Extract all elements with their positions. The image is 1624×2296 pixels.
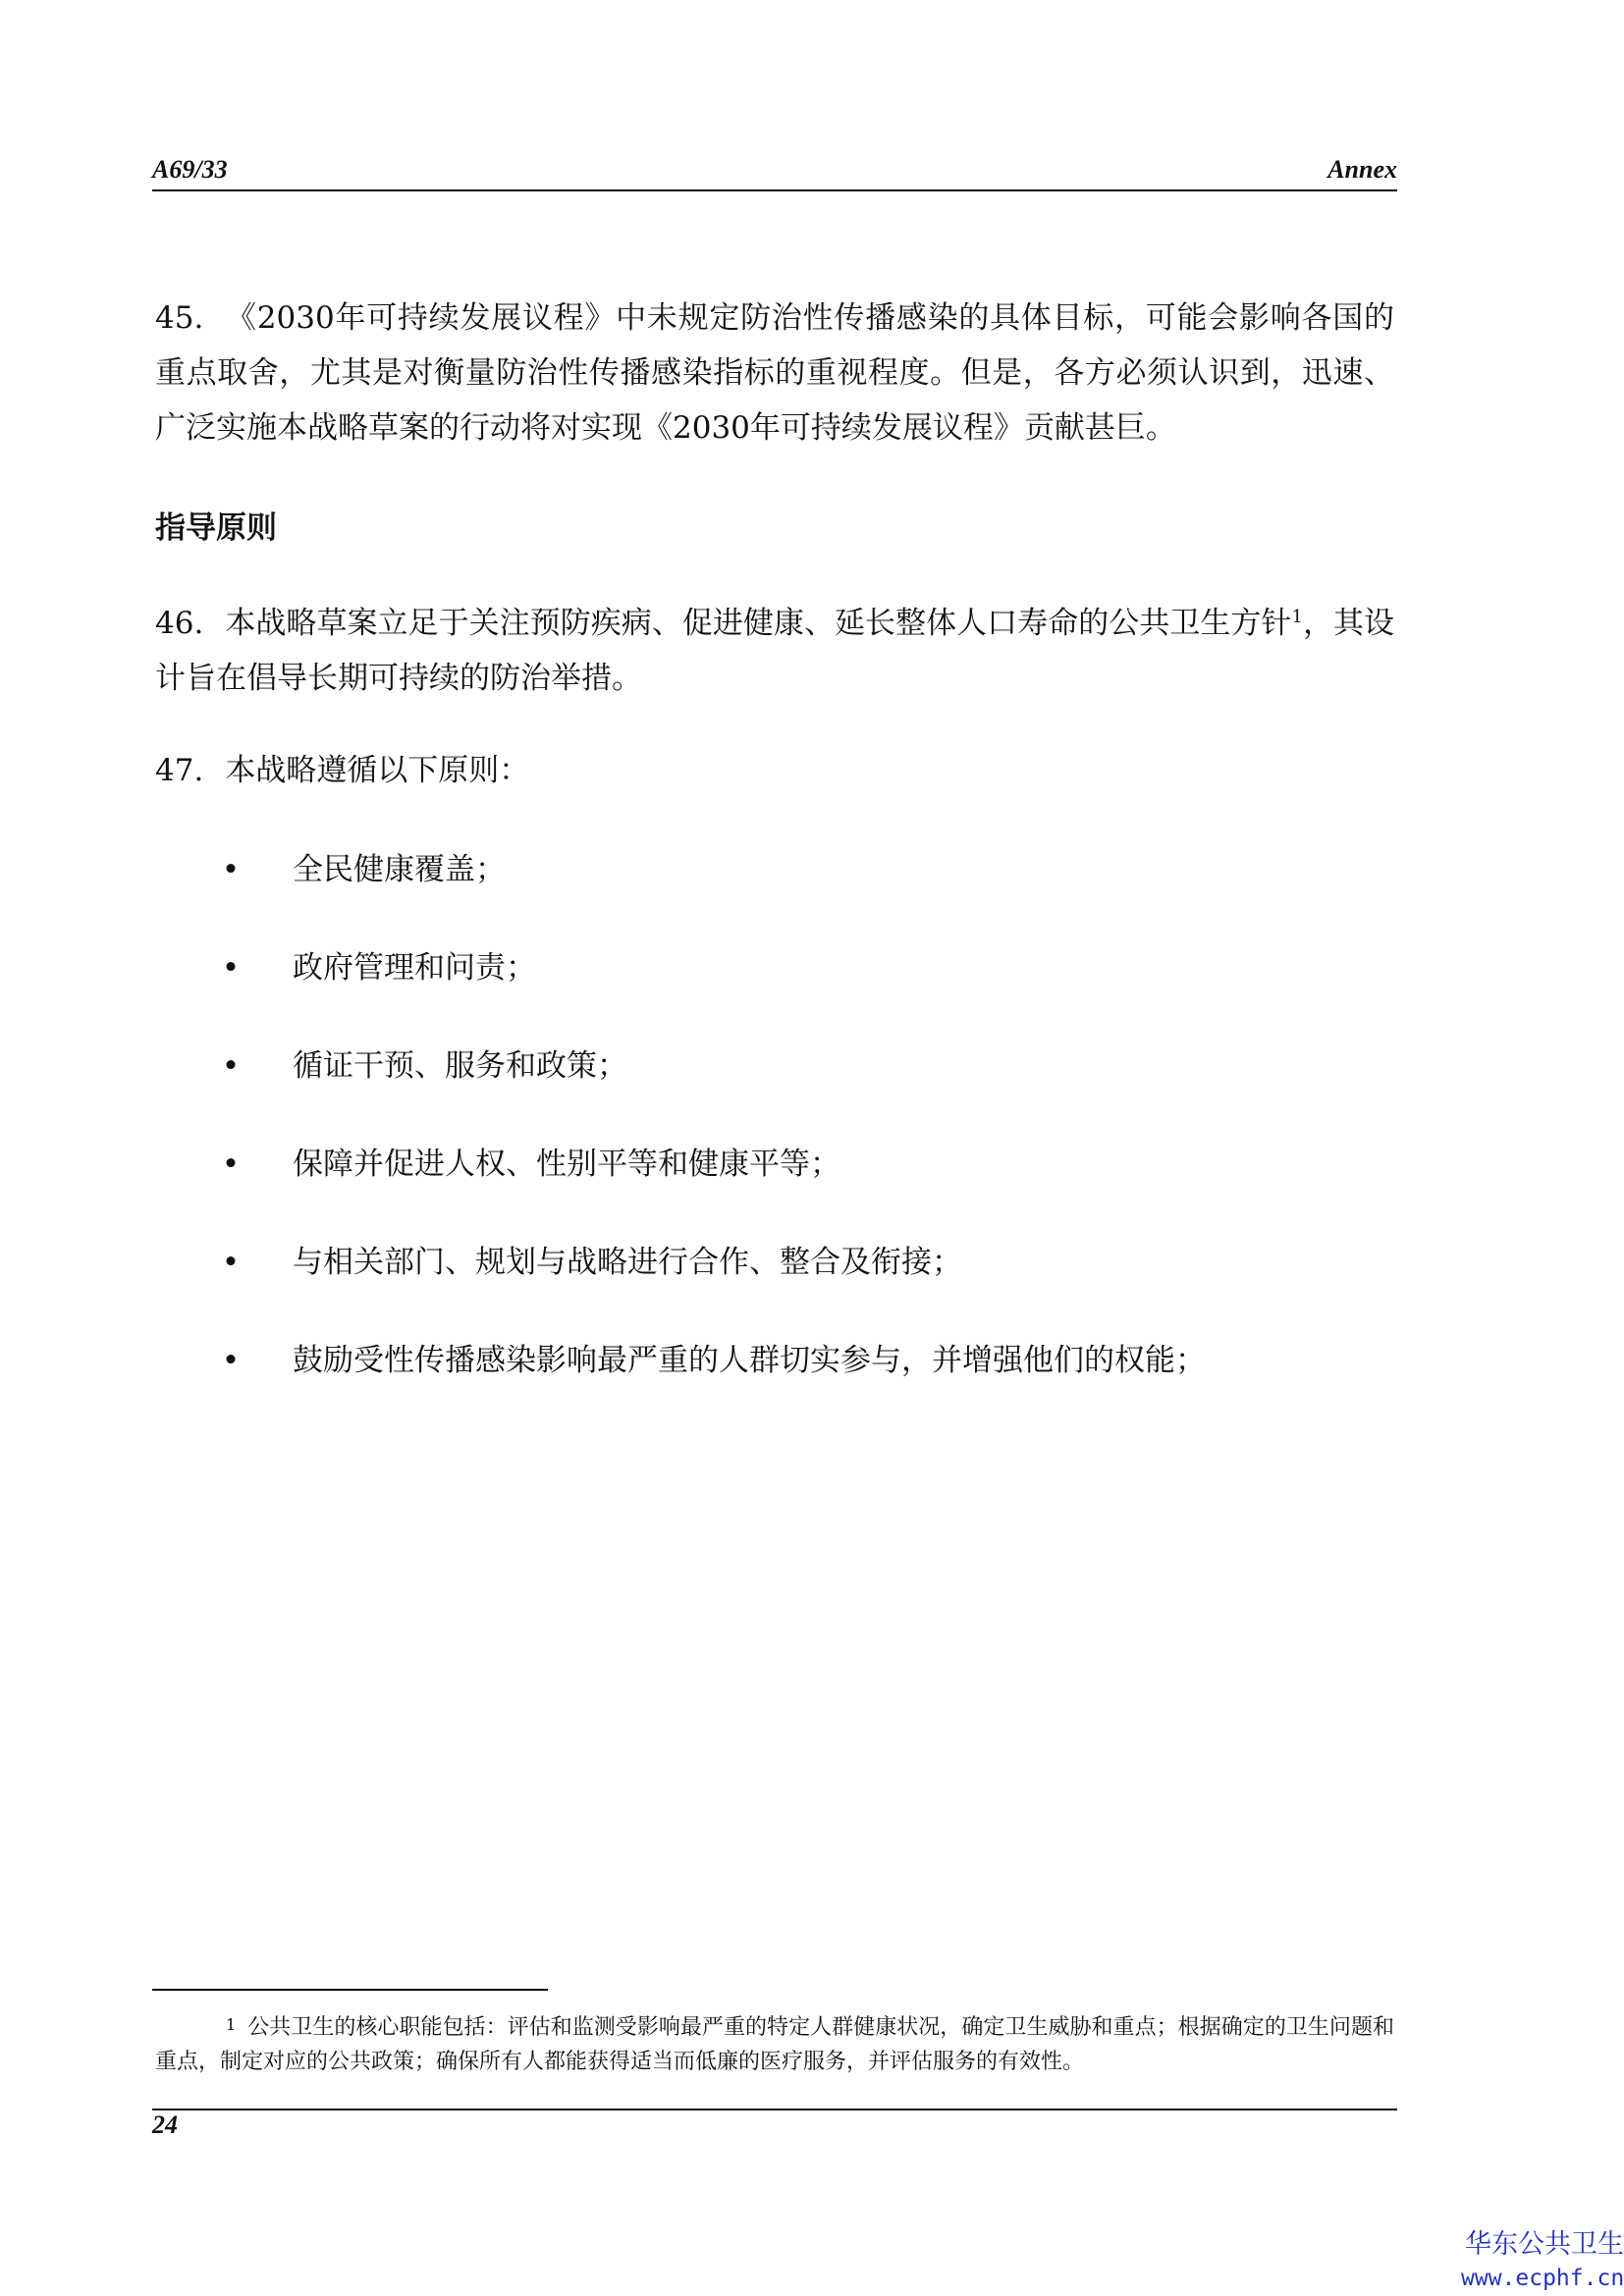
- paragraph-number: 45.: [155, 300, 204, 336]
- footnote-reference[interactable]: 1: [1291, 607, 1303, 627]
- section-label: Annex: [1327, 155, 1397, 184]
- header-rule: [152, 189, 1397, 191]
- section-heading: 指导原则: [155, 510, 277, 546]
- paragraph-47: [155, 743, 1394, 798]
- footnote-separator: [152, 1989, 548, 1991]
- footer-rule: [152, 2109, 1397, 2110]
- bullet-icon: •: [221, 1343, 241, 1378]
- paragraph-text: 本战略草案立足于关注预防疾病、促进健康、延长整体人口寿命的公共卫生方针: [225, 606, 1292, 641]
- footnote-text: 公共卫生的核心职能包括：评估和监测受影响最严重的特定人群健康状况，确定卫生威胁和重点；根据确定的卫生问题和重点，制定对应的公共政策；确保所有人都能获得适当而低廉的医疗服务，并评估服务的有效性。: [155, 2015, 1394, 2074]
- paragraph-text-continued: ，其设计旨在倡导长期可持续的防治举措。: [155, 606, 1395, 696]
- list-item-text: 保障并促进人权、性别平等和健康平等；: [293, 1147, 840, 1182]
- list-item-text: 与相关部门、规划与战略进行合作、整合及衔接；: [293, 1245, 962, 1280]
- watermark: [1461, 2228, 1624, 2295]
- paragraph-text: 《2030年可持续发展议程》中未规定防治性传播感染的具体目标，可能会影响各国的重点取舍，尤其是对衡量防治性传播感染指标的重视程度。但是，各方必须认识到，迅速、广泛实施本战略草案的行动将对实现《2030年可持续发展议程》贡献甚巨。: [155, 300, 1394, 446]
- paragraph-number: 47.: [155, 753, 204, 788]
- running-header: [152, 155, 1397, 190]
- watermark-name: 华东公共卫生: [1465, 2229, 1624, 2260]
- list-item-text: 循证干预、服务和政策；: [293, 1048, 627, 1084]
- bullet-icon: •: [221, 1245, 241, 1280]
- page-number: 24: [152, 2110, 178, 2139]
- bullet-icon: •: [221, 1048, 241, 1084]
- paragraph-46: [155, 596, 1394, 706]
- footnote: [155, 2010, 1394, 2079]
- watermark-url[interactable]: www.ecphf.cn: [1461, 2266, 1624, 2291]
- footnote-number: 1: [226, 2015, 237, 2034]
- paragraph-45: [155, 291, 1394, 455]
- paragraph-number: 46.: [155, 606, 204, 641]
- doc-code: A69/33: [152, 155, 228, 184]
- paragraph-text: 本战略遵循以下原则：: [225, 753, 530, 788]
- bullet-icon: •: [221, 950, 241, 986]
- list-item-text: 鼓励受性传播感染影响最严重的人群切实参与，并增强他们的权能；: [293, 1343, 1206, 1378]
- list-item-text: 政府管理和问责；: [293, 950, 536, 986]
- bullet-icon: •: [221, 852, 241, 887]
- bullet-icon: •: [221, 1147, 241, 1182]
- list-item-text: 全民健康覆盖；: [293, 852, 506, 887]
